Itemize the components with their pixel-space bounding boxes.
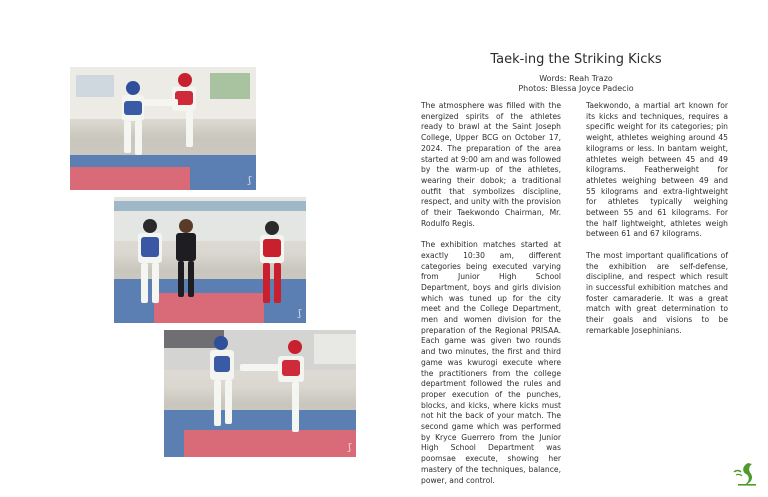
body-column-right	[586, 101, 728, 347]
school-logo-icon	[730, 460, 760, 488]
paragraph: The atmosphere was filled with the energized spirits of the athletes ready to brawl at the Saint Joseph College, Upper BCG on October 17, 2024. The preparation of the area started at 9:00 am and was followed by the warm-up of the athletes, wearing their dobok; a traditional outfit that symbolizes discipline, respect, and unity with the provision of their Taekwondo Chairman, Mr. Rodulfo Regis.	[421, 101, 561, 228]
photo-spinning-kick	[164, 330, 356, 457]
body-column-left	[421, 101, 561, 497]
photo-watermark-icon: ʃ	[248, 176, 251, 186]
photo-athletes-standoff	[114, 197, 306, 323]
photo-watermark-icon: ʃ	[298, 309, 301, 319]
paragraph: The most important qualifications of the exhibition are self-defense, discipline, and respect which result in successful exhibition matches and foster camaraderie. It was a great match with great determination to their goals and visions to be remarkable Josephinians.	[586, 250, 728, 335]
words-credit: Words: Reah Trazo	[539, 74, 613, 83]
photo-watermark-icon: ʃ	[348, 443, 351, 453]
photos-credit: Photos: Blessa Joyce Padecio	[518, 84, 634, 93]
paragraph: Taekwondo, a martial art known for its kicks and techniques, requires a specific weight for its categories; pin weight, athletes weighing around 45 kilograms or less. In bantam weight, athletes weigh between 45 and 49 kilograms. Featherweight for athletes weighing between 49 and 55 kilograms and extra-lightweight for athletes typically weighing between 55 and 61 kilograms. For the half lightweight, athletes weigh between 61 and 67 kilograms.	[586, 101, 728, 239]
article-title: Taek-ing the Striking Kicks	[490, 52, 662, 67]
photo-kick-exchange	[70, 67, 256, 190]
paragraph: The exhibition matches started at exactly 10:30 am, different categories being executed varying from Junior High School Department, boys and girls division which was tuned up for the city meet and the College Department, men and women division for the preparation of the Regional PRISAA. Each game was given two rounds and two minutes, the first and third game was kwurogi execute where the practitioners from the college department followed the rules and proper execution of the punches, blocks, and kicks, where kicks must not hit the back of your match. The second game which was performed by Kryce Guerrero from the Junior High School Department was poomsae execute, showing her mastery of the techniques, balance, power, and control.	[421, 240, 561, 485]
